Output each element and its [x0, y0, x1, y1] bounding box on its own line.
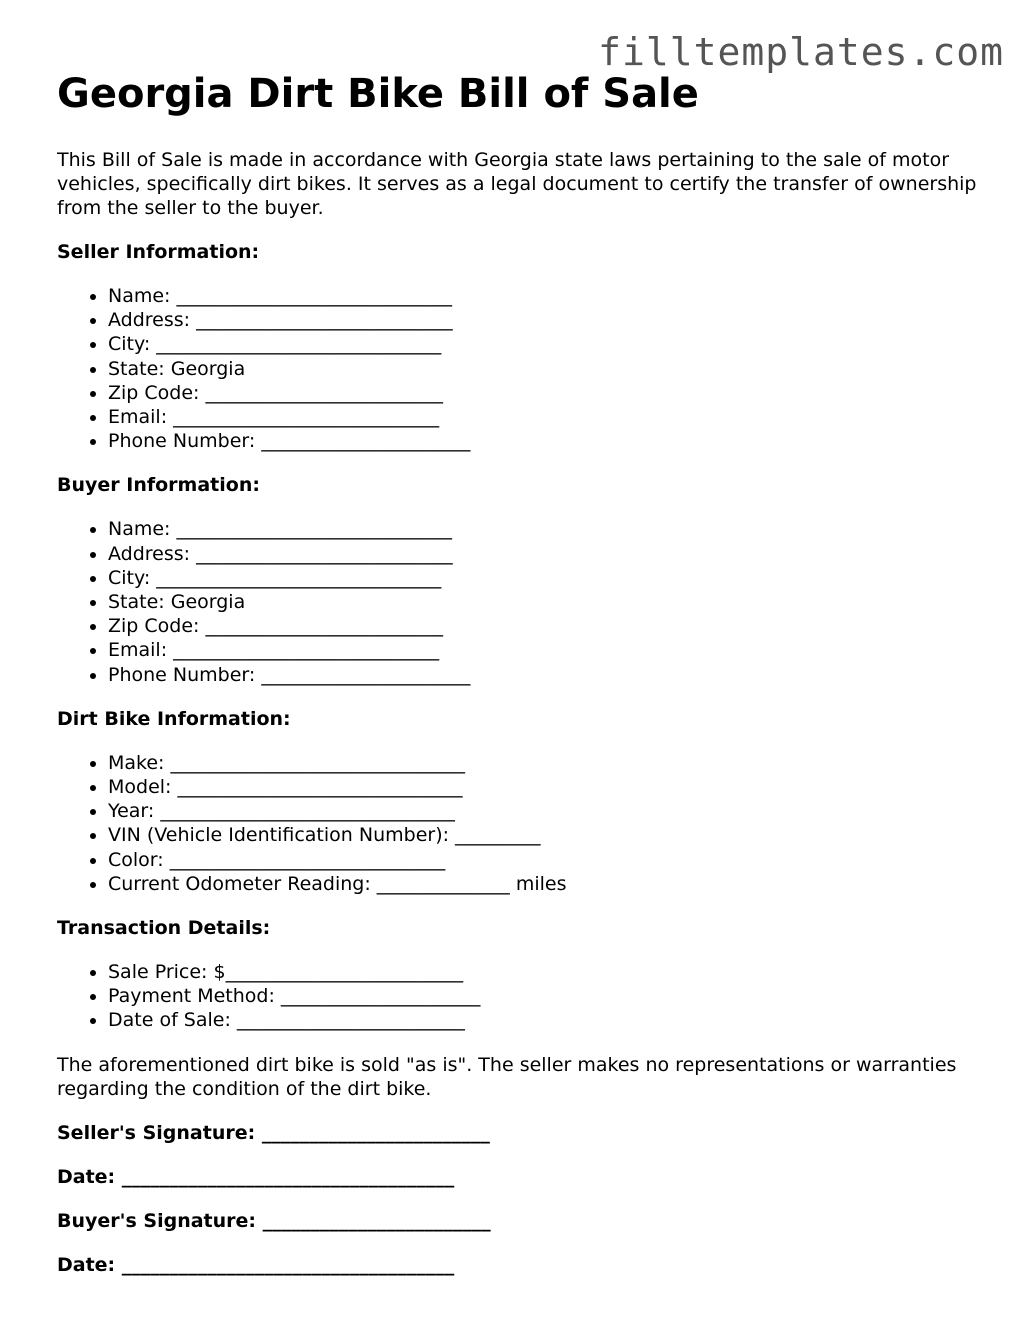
transaction-section-heading: Transaction Details: [57, 917, 271, 940]
transaction-fields [57, 960, 997, 1033]
buyer-state-field: • State: Georgia [108, 590, 997, 614]
seller-address-field: • Address: ___________________________ [108, 308, 997, 332]
buyer-fields [57, 517, 997, 686]
seller-fields [57, 284, 997, 453]
bike-year-field: • Year: _______________________________ [108, 799, 997, 823]
bike-model-field: • Model: ______________________________ [108, 775, 997, 799]
buyer-name-field: • Name: _____________________________ [108, 517, 997, 541]
watermark: filltemplates.com [598, 30, 1004, 74]
payment-method-field: • Payment Method: _____________________ [108, 984, 997, 1008]
buyer-zip-field: • Zip Code: _________________________ [108, 614, 997, 638]
bike-section-heading: Dirt Bike Information: [57, 707, 291, 730]
page-title: Georgia Dirt Bike Bill of Sale [57, 71, 699, 117]
buyer-address-field: • Address: ___________________________ [108, 542, 997, 566]
bike-odometer-field: • Current Odometer Reading: ______________ miles [108, 872, 997, 896]
seller-zip-field: • Zip Code: _________________________ [108, 381, 997, 405]
seller-signature-line: Seller's Signature: ________________________ [57, 1121, 490, 1144]
bike-vin-field: • VIN (Vehicle Identification Number): _________ [108, 823, 997, 847]
buyer-date-line: Date: ___________________________________ [57, 1253, 455, 1276]
buyer-signature-line: Buyer's Signature: ________________________ [57, 1209, 491, 1232]
as-is-disclaimer: The aforementioned dirt bike is sold "as is". The seller makes no representations or warranties regarding the condition of the dirt bike. [57, 1053, 957, 1100]
seller-section-heading: Seller Information: [57, 241, 260, 263]
date-of-sale-field: • Date of Sale: ________________________ [108, 1008, 997, 1032]
bike-make-field: • Make: _______________________________ [108, 751, 997, 775]
seller-city-field: • City: ______________________________ [108, 332, 997, 356]
buyer-city-field: • City: ______________________________ [108, 566, 997, 590]
buyer-section-heading: Buyer Information: [57, 474, 260, 497]
intro-paragraph: This Bill of Sale is made in accordance with Georgia state laws pertaining to the sale of motor vehicles, specifically dirt bikes. It serves as a legal document to certify the transfer of ownership from the seller to the buyer. [57, 149, 977, 219]
document [57, 70, 997, 1297]
buyer-email-field: • Email: ____________________________ [108, 638, 997, 662]
sale-price-field: • Sale Price: $_________________________ [108, 960, 997, 984]
seller-phone-field: • Phone Number: ______________________ [108, 429, 997, 453]
seller-email-field: • Email: ____________________________ [108, 405, 997, 429]
bike-color-field: • Color: _____________________________ [108, 848, 997, 872]
seller-date-line: Date: ___________________________________ [57, 1165, 455, 1188]
buyer-phone-field: • Phone Number: ______________________ [108, 663, 997, 687]
seller-name-field: • Name: _____________________________ [108, 284, 997, 308]
seller-state-field: • State: Georgia [108, 357, 997, 381]
bike-fields [57, 751, 997, 896]
